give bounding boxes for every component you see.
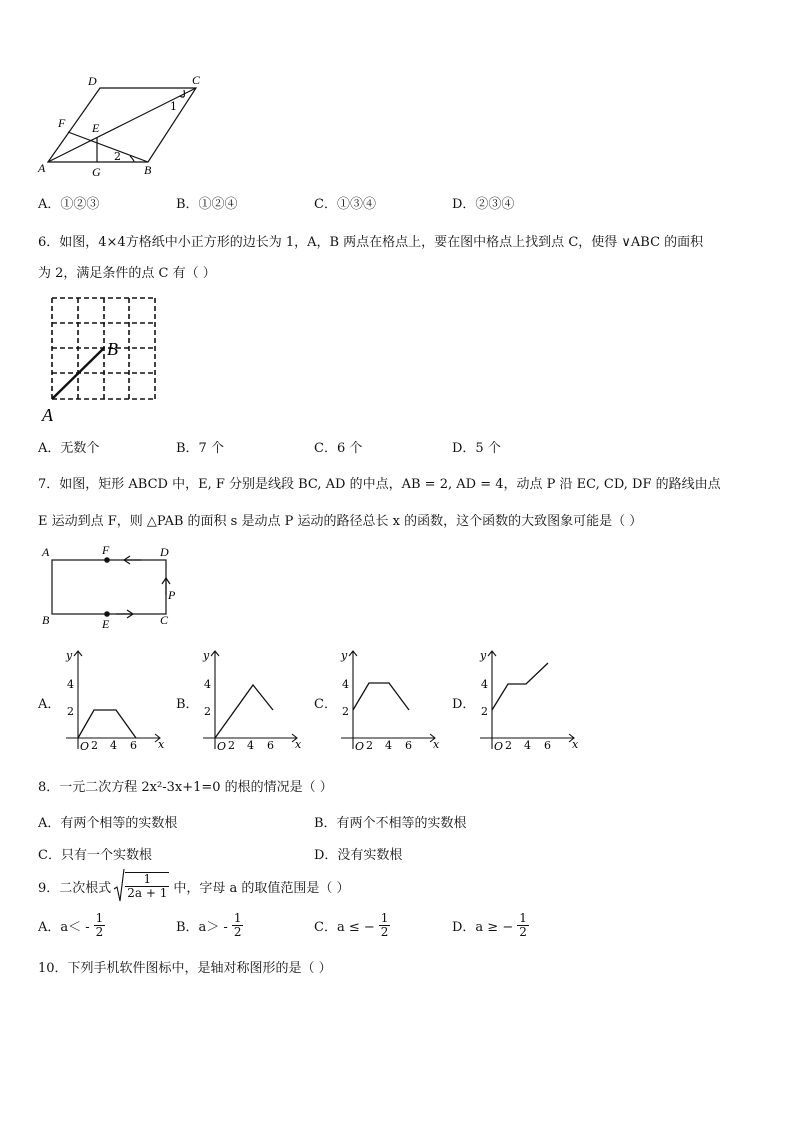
label-a: A [38, 161, 46, 175]
q6-option-b[interactable]: B．7 个 [176, 441, 224, 456]
q9-option-d[interactable] [452, 912, 529, 939]
x-axis-label: x [572, 738, 579, 751]
rect-label-a: A [42, 545, 50, 559]
q9-option-c-fraction: $\frac{1}{2}$ [380, 911, 389, 939]
label-d: D [88, 74, 97, 88]
rect-label-e: E [102, 617, 110, 631]
q9-option-c[interactable] [314, 912, 390, 939]
q7-option-c-label[interactable]: C． [314, 697, 337, 712]
q5-option-a[interactable]: A．①②③ [38, 197, 100, 212]
q6-option-a[interactable]: A．无数个 [38, 441, 100, 456]
rect-label-p: P [168, 588, 176, 602]
function-line [215, 685, 273, 738]
arrow-on-df [124, 556, 141, 564]
y-axis-label: y [480, 649, 487, 662]
y-tick-2: 2 [204, 705, 211, 718]
grid-label-a: A [42, 405, 53, 425]
q9-radicand-numerator: 1 [125, 873, 169, 887]
label-g: G [92, 165, 101, 179]
q9-option-b-fraction: $\frac{1}{2}$ [233, 911, 242, 939]
q9-option-d-fraction: $\frac{1}{2}$ [519, 911, 527, 939]
q6-stem-line2: 为 2，满足条件的点 C 有（ ） [38, 266, 216, 281]
q8-option-c[interactable]: C．只有一个实数根 [38, 848, 152, 863]
q5-parallelogram-figure [30, 70, 220, 180]
q10-stem: 10．下列手机软件图标中，是轴对称图形的是（ ） [38, 961, 332, 976]
x-axis-label: x [158, 738, 165, 751]
q7-graph-a[interactable] [58, 645, 170, 753]
q8-option-b[interactable]: B．有两个不相等的实数根 [314, 816, 467, 831]
q9-option-b-label: B．a＞ - [176, 920, 228, 935]
q9-option-a-fraction: $\frac{1}{2}$ [95, 911, 104, 939]
y-tick-4: 4 [342, 678, 349, 691]
x-tick-2: 2 [228, 739, 235, 752]
x-tick-6: 6 [544, 739, 551, 752]
q7-stem-line1: 7．如图，矩形 ABCD 中，E, F 分别是线段 BC, AD 的中点，AB = 2, AD = 4，动点 P 沿 EC, CD, DF 的路线由点 [38, 477, 721, 492]
y-axis-label: y [203, 649, 210, 662]
arrow-on-bc [116, 610, 133, 618]
y-axis [488, 651, 496, 749]
label-b: B [144, 163, 152, 177]
q7-rectangle-figure [36, 540, 186, 632]
x-tick-4: 4 [385, 739, 392, 752]
q6-stem-line1: 6．如图，4×4方格纸中小正方形的边长为 1，A，B 两点在格点上，要在图中格点上找到点 C，使得 ∨ABC 的面积 [38, 235, 704, 250]
q9-stem [38, 866, 350, 906]
y-tick-4: 4 [204, 678, 211, 691]
label-e: E [92, 121, 100, 135]
y-tick-2: 2 [481, 705, 488, 718]
y-tick-4: 4 [67, 678, 74, 691]
q9-stem-after: 中，字母 a 的取值范围是（ ） [173, 880, 350, 896]
q7-option-a-label[interactable]: A． [38, 697, 61, 712]
y-axis [349, 651, 357, 749]
function-line [492, 663, 548, 710]
rect-label-b: B [42, 613, 50, 627]
x-tick-4: 4 [110, 739, 117, 752]
q7-stem-line2: E 运动到点 F，则 △PAB 的面积 s 是动点 P 运动的路径总长 x 的函数，这个函数的大致图象可能是（ ） [38, 514, 643, 529]
origin-label: O [80, 740, 90, 753]
q5-option-c[interactable]: C．①③④ [314, 197, 376, 212]
angle-label-2: 2 [114, 150, 121, 163]
grid-label-b: B [107, 339, 118, 359]
x-tick-6: 6 [267, 739, 274, 752]
q9-option-b[interactable] [176, 912, 243, 939]
origin-label: O [355, 740, 365, 753]
function-line [353, 683, 409, 710]
rect-label-f: F [102, 543, 110, 557]
rect-label-c: C [160, 613, 169, 627]
x-tick-4: 4 [524, 739, 531, 752]
y-axis-label: y [341, 649, 348, 662]
label-c: C [192, 73, 201, 87]
segment-fb [68, 132, 148, 162]
q6-option-d[interactable]: D．5 个 [452, 441, 501, 456]
y-tick-2: 2 [67, 705, 74, 718]
x-tick-6: 6 [130, 739, 137, 752]
x-tick-2: 2 [366, 739, 373, 752]
q5-option-d[interactable]: D．②③④ [452, 197, 515, 212]
rect-label-d: D [160, 545, 169, 559]
q8-stem: 8．一元二次方程 2x²-3x+1=0 的根的情况是（ ） [38, 780, 333, 795]
x-tick-2: 2 [505, 739, 512, 752]
q9-radicand [125, 872, 169, 900]
q7-graph-d[interactable] [472, 645, 584, 753]
q7-option-d-label[interactable]: D． [452, 697, 476, 712]
function-line [78, 710, 136, 738]
y-axis-label: y [66, 649, 73, 662]
q9-option-a-label: A．a＜ - [38, 920, 90, 935]
rectangle-abcd [52, 560, 166, 614]
y-tick-2: 2 [342, 705, 349, 718]
q7-graph-c[interactable] [333, 645, 445, 753]
q6-grid-figure [40, 292, 165, 427]
angle-label-1: 1 [170, 100, 177, 113]
point-e [104, 611, 110, 617]
q9-option-d-label: D．a ≥ − [452, 920, 514, 935]
q8-option-a[interactable]: A．有两个相等的实数根 [38, 816, 178, 831]
radical-sign [113, 867, 125, 905]
x-tick-4: 4 [247, 739, 254, 752]
q7-graph-b[interactable] [195, 645, 307, 753]
q9-stem-before: 9．二次根式 [38, 880, 112, 896]
point-f [104, 557, 110, 563]
x-tick-2: 2 [91, 739, 98, 752]
q9-option-a[interactable] [38, 912, 105, 939]
x-axis-label: x [433, 738, 440, 751]
y-tick-4: 4 [481, 678, 488, 691]
x-tick-6: 6 [405, 739, 412, 752]
q7-option-b-label[interactable]: B． [176, 697, 199, 712]
q9-option-c-label: C．a ≤ − [314, 920, 375, 935]
q8-option-d[interactable]: D．没有实数根 [314, 848, 403, 863]
origin-label: O [217, 740, 227, 753]
label-f: F [58, 116, 66, 130]
q6-option-c[interactable]: C．6 个 [314, 441, 363, 456]
origin-label: O [494, 740, 504, 753]
q9-radicand-denominator: 2a + 1 [127, 886, 168, 900]
x-axis-label: x [295, 738, 302, 751]
q5-option-b[interactable]: B．①②④ [176, 197, 238, 212]
